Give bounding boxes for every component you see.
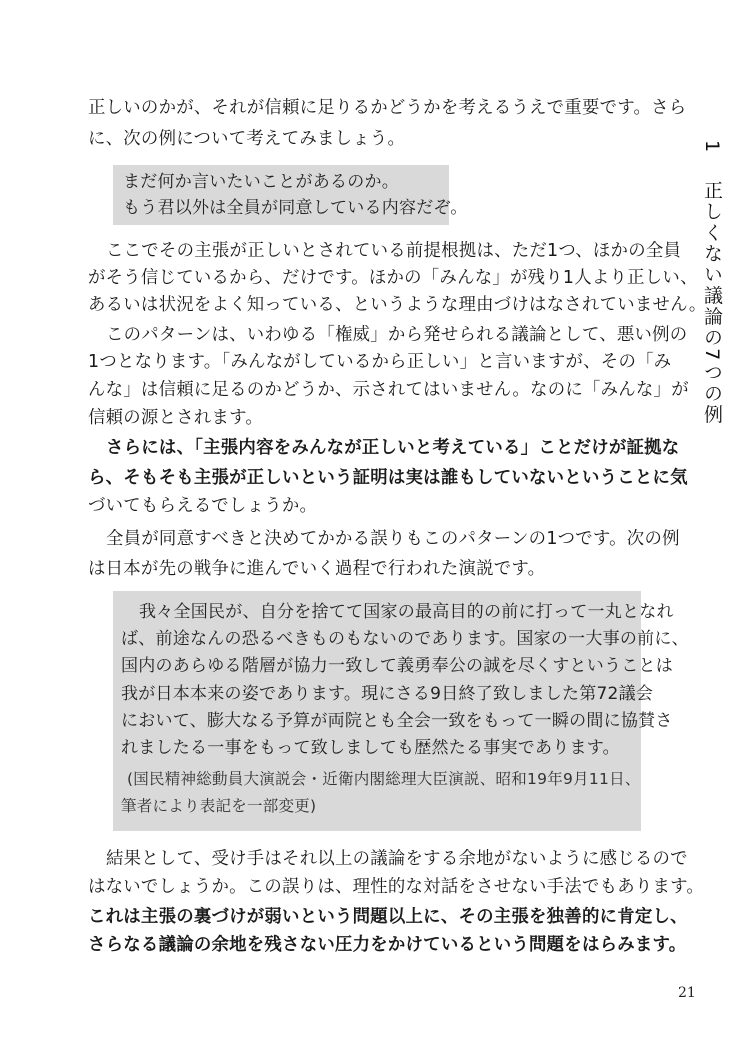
example-quote-box [113, 165, 468, 225]
paragraph-line: 1つとなります。「みんながしているから正しい」と言いますが、その「み [88, 352, 672, 372]
paragraph-line-emphasis: さらには、「主張内容をみんなが正しいと考えている」ことだけが証拠な [106, 438, 680, 458]
paragraph-line: がそう信じているから、だけです。ほかの「みんな」が残り1人より正しい、 [88, 268, 698, 288]
paragraph-line: んな」は信頼に足るのかどうか、示されてはいません。なのに「みんな」が [88, 380, 689, 400]
example-quote-line: まだ何か言いたいことがあるのか。 [123, 172, 399, 192]
paragraph-line-emphasis: ら、そもそも主張が正しいという証明は実は誰もしていないということに気 [88, 468, 688, 488]
paragraph-line: あるいは状況をよく知っている、というような理由づけはなされていません。 [88, 295, 707, 315]
paragraph-line: ここでその主張が正しいとされている前提根拠は、ただ1つ、ほかの全員 [106, 241, 682, 261]
speech-line: 我が日本本来の姿であります。現にさる9日終了致しました第72議会 [121, 684, 654, 704]
speech-citation-line: 筆者により表記を一部変更) [121, 797, 317, 815]
page-number: 21 [678, 985, 696, 1001]
paragraph-line-emphasis: さらなる議論の余地を残さない圧力をかけているという問題をはらみます。 [88, 935, 687, 955]
speech-line: において、膨大なる予算が両院とも全会一致をもって一瞬の間に協賛さ [121, 711, 673, 731]
chapter-side-header [692, 140, 726, 500]
speech-line: れましたる一事をもって致しましても歴然たる事実であります。 [121, 738, 620, 758]
paragraph-line: 正しいのかが、それが信頼に足りるかどうかを考えるうえで重要です。さら [88, 98, 687, 118]
speech-line: ば、前途なんの恐るべきものもないのであります。国家の一大事の前に、 [121, 629, 689, 649]
speech-quote-box [113, 591, 689, 831]
paragraph-line-emphasis: これは主張の裏づけが弱いという問題以上に、その主張を独善的に肯定し、 [88, 907, 688, 927]
chapter-number: 1 [701, 140, 723, 155]
speech-line: 国内のあらゆる階層が協力一致して義勇奉公の誠を尽くすということは [121, 656, 673, 676]
paragraph-line: このパターンは、いわゆる「権威」から発せられる議論として、悪い例の [106, 325, 688, 345]
paragraph-line: 信頼の源とされます。 [88, 408, 264, 428]
paragraph-line: 結果として、受け手はそれ以上の議論をする余地がないように感じるので [106, 849, 688, 869]
paragraph-line: 全員が同意すべきと決めてかかる誤りもこのパターンの1つです。次の例 [106, 529, 680, 549]
paragraph-line: に、次の例について考えてみましょう。 [88, 129, 406, 149]
speech-line: 我々全国民が、自分を捨てて国家の最高目的の前に打って一丸となれ [139, 602, 674, 622]
chapter-title: 正しくない議論の7つの例 [701, 180, 723, 426]
paragraph-line: は日本が先の戦争に進んでいく過程で行われた演説です。 [88, 559, 546, 579]
paragraph-line: はないでしょうか。この誤りは、理性的な対話をさせない手法でもあります。 [88, 877, 705, 897]
example-quote-line: もう君以外は全員が同意している内容だぞ。 [123, 198, 468, 218]
paragraph-line: づいてもらえるでしょうか。 [88, 496, 318, 516]
speech-citation-line: (国民精神総動員大演説会・近衛内閣総理大臣演説、昭和19年9月11日、 [127, 770, 641, 788]
